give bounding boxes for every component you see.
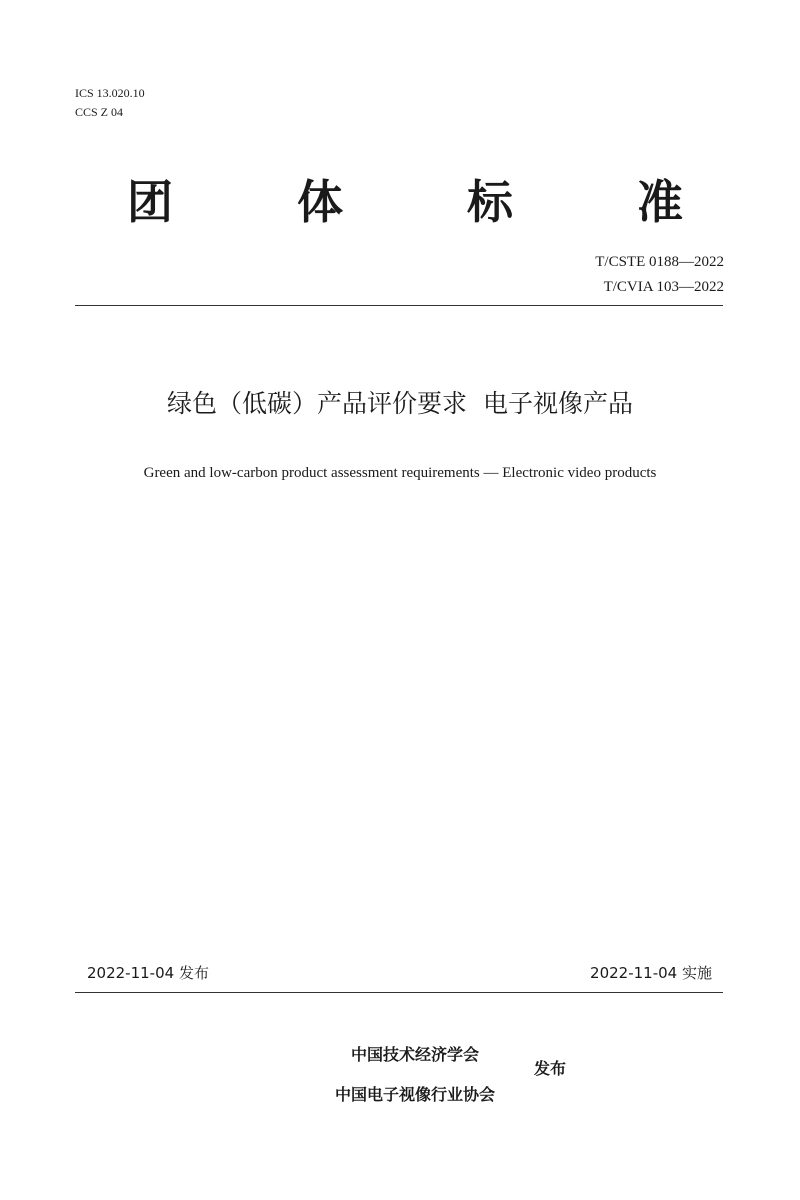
publisher-org-cste: 中国技术经济学会 bbox=[350, 1045, 479, 1064]
classification-codes bbox=[75, 84, 145, 122]
standard-number-cvia: T/CVIA 103—2022 bbox=[603, 279, 724, 295]
ics-code: ICS 13.020.10 bbox=[75, 86, 145, 100]
doc-type-char: 团 bbox=[127, 175, 173, 229]
standard-number-cste: T/CSTE 0188—2022 bbox=[595, 254, 724, 270]
publisher-organizations bbox=[320, 1035, 510, 1115]
ccs-code: CCS Z 04 bbox=[75, 105, 124, 119]
top-divider bbox=[75, 305, 723, 306]
implementation-date: 2022-11-04 实施 bbox=[590, 964, 712, 982]
issue-date: 2022-11-04 发布 bbox=[87, 964, 209, 982]
doc-type-char: 准 bbox=[637, 175, 683, 229]
doc-type-char: 体 bbox=[297, 175, 343, 229]
bottom-divider bbox=[75, 992, 723, 993]
publish-label: 发布 bbox=[534, 1059, 567, 1078]
title-english: Green and low-carbon product assessment requirements — Electronic video products bbox=[143, 465, 657, 481]
publisher-org-cvia: 中国电子视像行业协会 bbox=[334, 1085, 495, 1104]
doc-type-char: 标 bbox=[467, 175, 513, 229]
standard-numbers bbox=[595, 250, 724, 300]
document-type-heading bbox=[120, 172, 690, 232]
title-chinese: 绿色（低碳）产品评价要求 电子视像产品 bbox=[167, 389, 633, 418]
